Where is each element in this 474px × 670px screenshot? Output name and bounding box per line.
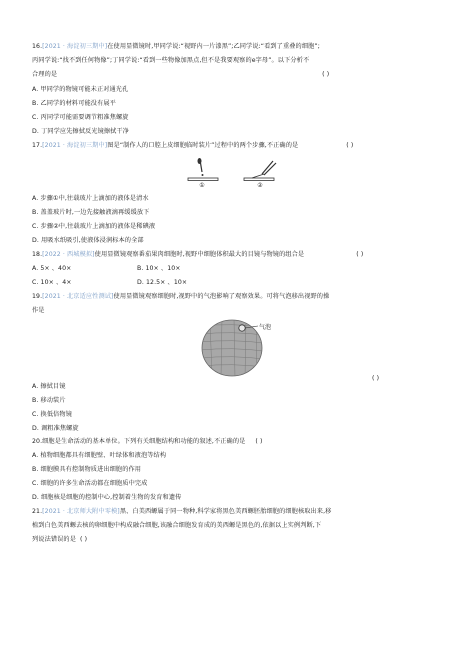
q18-option-b: B. 10× 、10×: [137, 265, 181, 272]
q21-line-1: 21.[2021 · 北京师大附中零模]黑、白美西螈属于同一物种,科学家将黑色美西螈胚胎细胞的细胞核取出来,移: [32, 508, 332, 515]
q16-line-2: 丙同学说:“找不到任何物像”;丁同学说:“看到一些物像加黑点,但不是我要观察的e字母”。以下分析不: [32, 57, 310, 64]
answer-bracket: ( ): [346, 142, 354, 149]
answer-bracket: ( ): [255, 438, 263, 445]
q16-option-a: A. 甲同学的物镜可能未正对通光孔: [32, 86, 129, 93]
microscope-field-figure: [200, 318, 280, 378]
q18-option-d: D. 12.5× 、10×: [137, 279, 188, 286]
q19-line-1: 19.[2021 · 北京适应性测试]使用显微镜观察细胞时,视野中的气泡影响了观察效果。可将气泡移出视野的操: [32, 293, 330, 300]
answer-bracket: ( ): [322, 71, 330, 78]
q16-option-b: B. 乙同学的材料可能没有展平: [32, 100, 116, 107]
q19-option-b: B. 移动装片: [32, 397, 66, 404]
q19-answer-bracket: ( ): [372, 375, 380, 382]
q20-option-d: D. 细胞核是细胞的控制中心,控制着生物的发育和遗传: [32, 494, 182, 501]
figure-label-1: ①: [199, 182, 205, 188]
q18-option-a: A. 5× 、40×: [32, 265, 72, 272]
q17-option-c: C. 步骤②中,往载玻片上滴加的液体是稀碘液: [32, 223, 156, 230]
q16-line-1: 16.[2021 · 海淀初三期中]在使用显微镜时,甲同学说:“视野内一片漆黑”;乙同学说:“看到了重叠的细胞”;: [32, 43, 320, 50]
q16-option-c: C. 丙同学可能需要调节粗准焦螺旋: [32, 114, 129, 121]
bubble-label: 气泡: [259, 324, 272, 331]
q20-option-b: B. 细胞膜具有控制物质进出细胞的作用: [32, 466, 142, 473]
q18-option-c: C. 10× 、4×: [32, 279, 72, 286]
slide-preparation-figure: [178, 158, 298, 188]
q18-line-1: 18.[2022 · 西城模拟]使用显微镜观察番茄果肉细胞时,视野中细胞体积最大的目镜与物镜的组合是 ( ): [32, 251, 364, 258]
answer-bracket: ( ): [80, 536, 88, 543]
q21-line-3: 列说法错误的是 ( ): [32, 536, 88, 543]
q17-option-b: B. 盖盖玻片时,一边先接触液滴再缓缓放下: [32, 209, 150, 216]
source-tag: [2021 · 北京师大附中零模]: [42, 508, 120, 515]
q16-option-d: D. 丁同学应先擦拭反光镜擦拭干净: [32, 128, 130, 135]
q17-option-a: A. 步骤①中,往载玻片上滴加的液体是清水: [32, 195, 149, 202]
source-tag: [2021 · 海淀初三期中]: [42, 43, 108, 50]
q20-option-c: C. 细胞的许多生命活动都在细胞质中完成: [32, 480, 148, 487]
q20-option-a: A. 植物细胞都具有细胞壁、叶绿体和液泡等结构: [32, 452, 167, 459]
q19-option-d: D. 调粗准焦螺旋: [32, 425, 79, 432]
dropper-step-1-icon: [188, 158, 218, 181]
q20-line-1: 20.细胞是生命活动的基本单位。下列有关细胞结构和功能的叙述,不正确的是 ( ): [32, 438, 263, 445]
q19-option-a: A. 擦拭目镜: [32, 383, 66, 390]
source-tag: [2021 · 海淀初三期中]: [42, 142, 108, 149]
q19-line-2: 作是: [32, 307, 45, 314]
source-tag: [2021 · 北京适应性测试]: [42, 293, 114, 300]
q16-line-3: 合理的是 ( ): [32, 71, 330, 78]
air-bubble: [239, 325, 245, 331]
q19-option-c: C. 换低倍物镜: [32, 411, 72, 418]
source-tag: [2022 · 西城模拟]: [42, 251, 95, 258]
q17-line-1: 17.[2021 · 海淀初三期中]图是“制作人的口腔上皮细胞临时装片”过程中的两个步骤,不正确的是 ( ): [32, 142, 354, 149]
figure-label-2: ②: [257, 182, 263, 188]
q21-line-2: 植到白色美西螈去核的卵细胞中构成融合细胞,该融合细胞发育成的美西螈是黑色的,依据以上实例判断,下: [32, 522, 322, 529]
tweezers-step-2-icon: [244, 161, 276, 181]
q17-option-d: D. 用吸水纸吸引,使液体浸润标本的全部: [32, 237, 144, 244]
answer-bracket: ( ): [356, 251, 364, 258]
